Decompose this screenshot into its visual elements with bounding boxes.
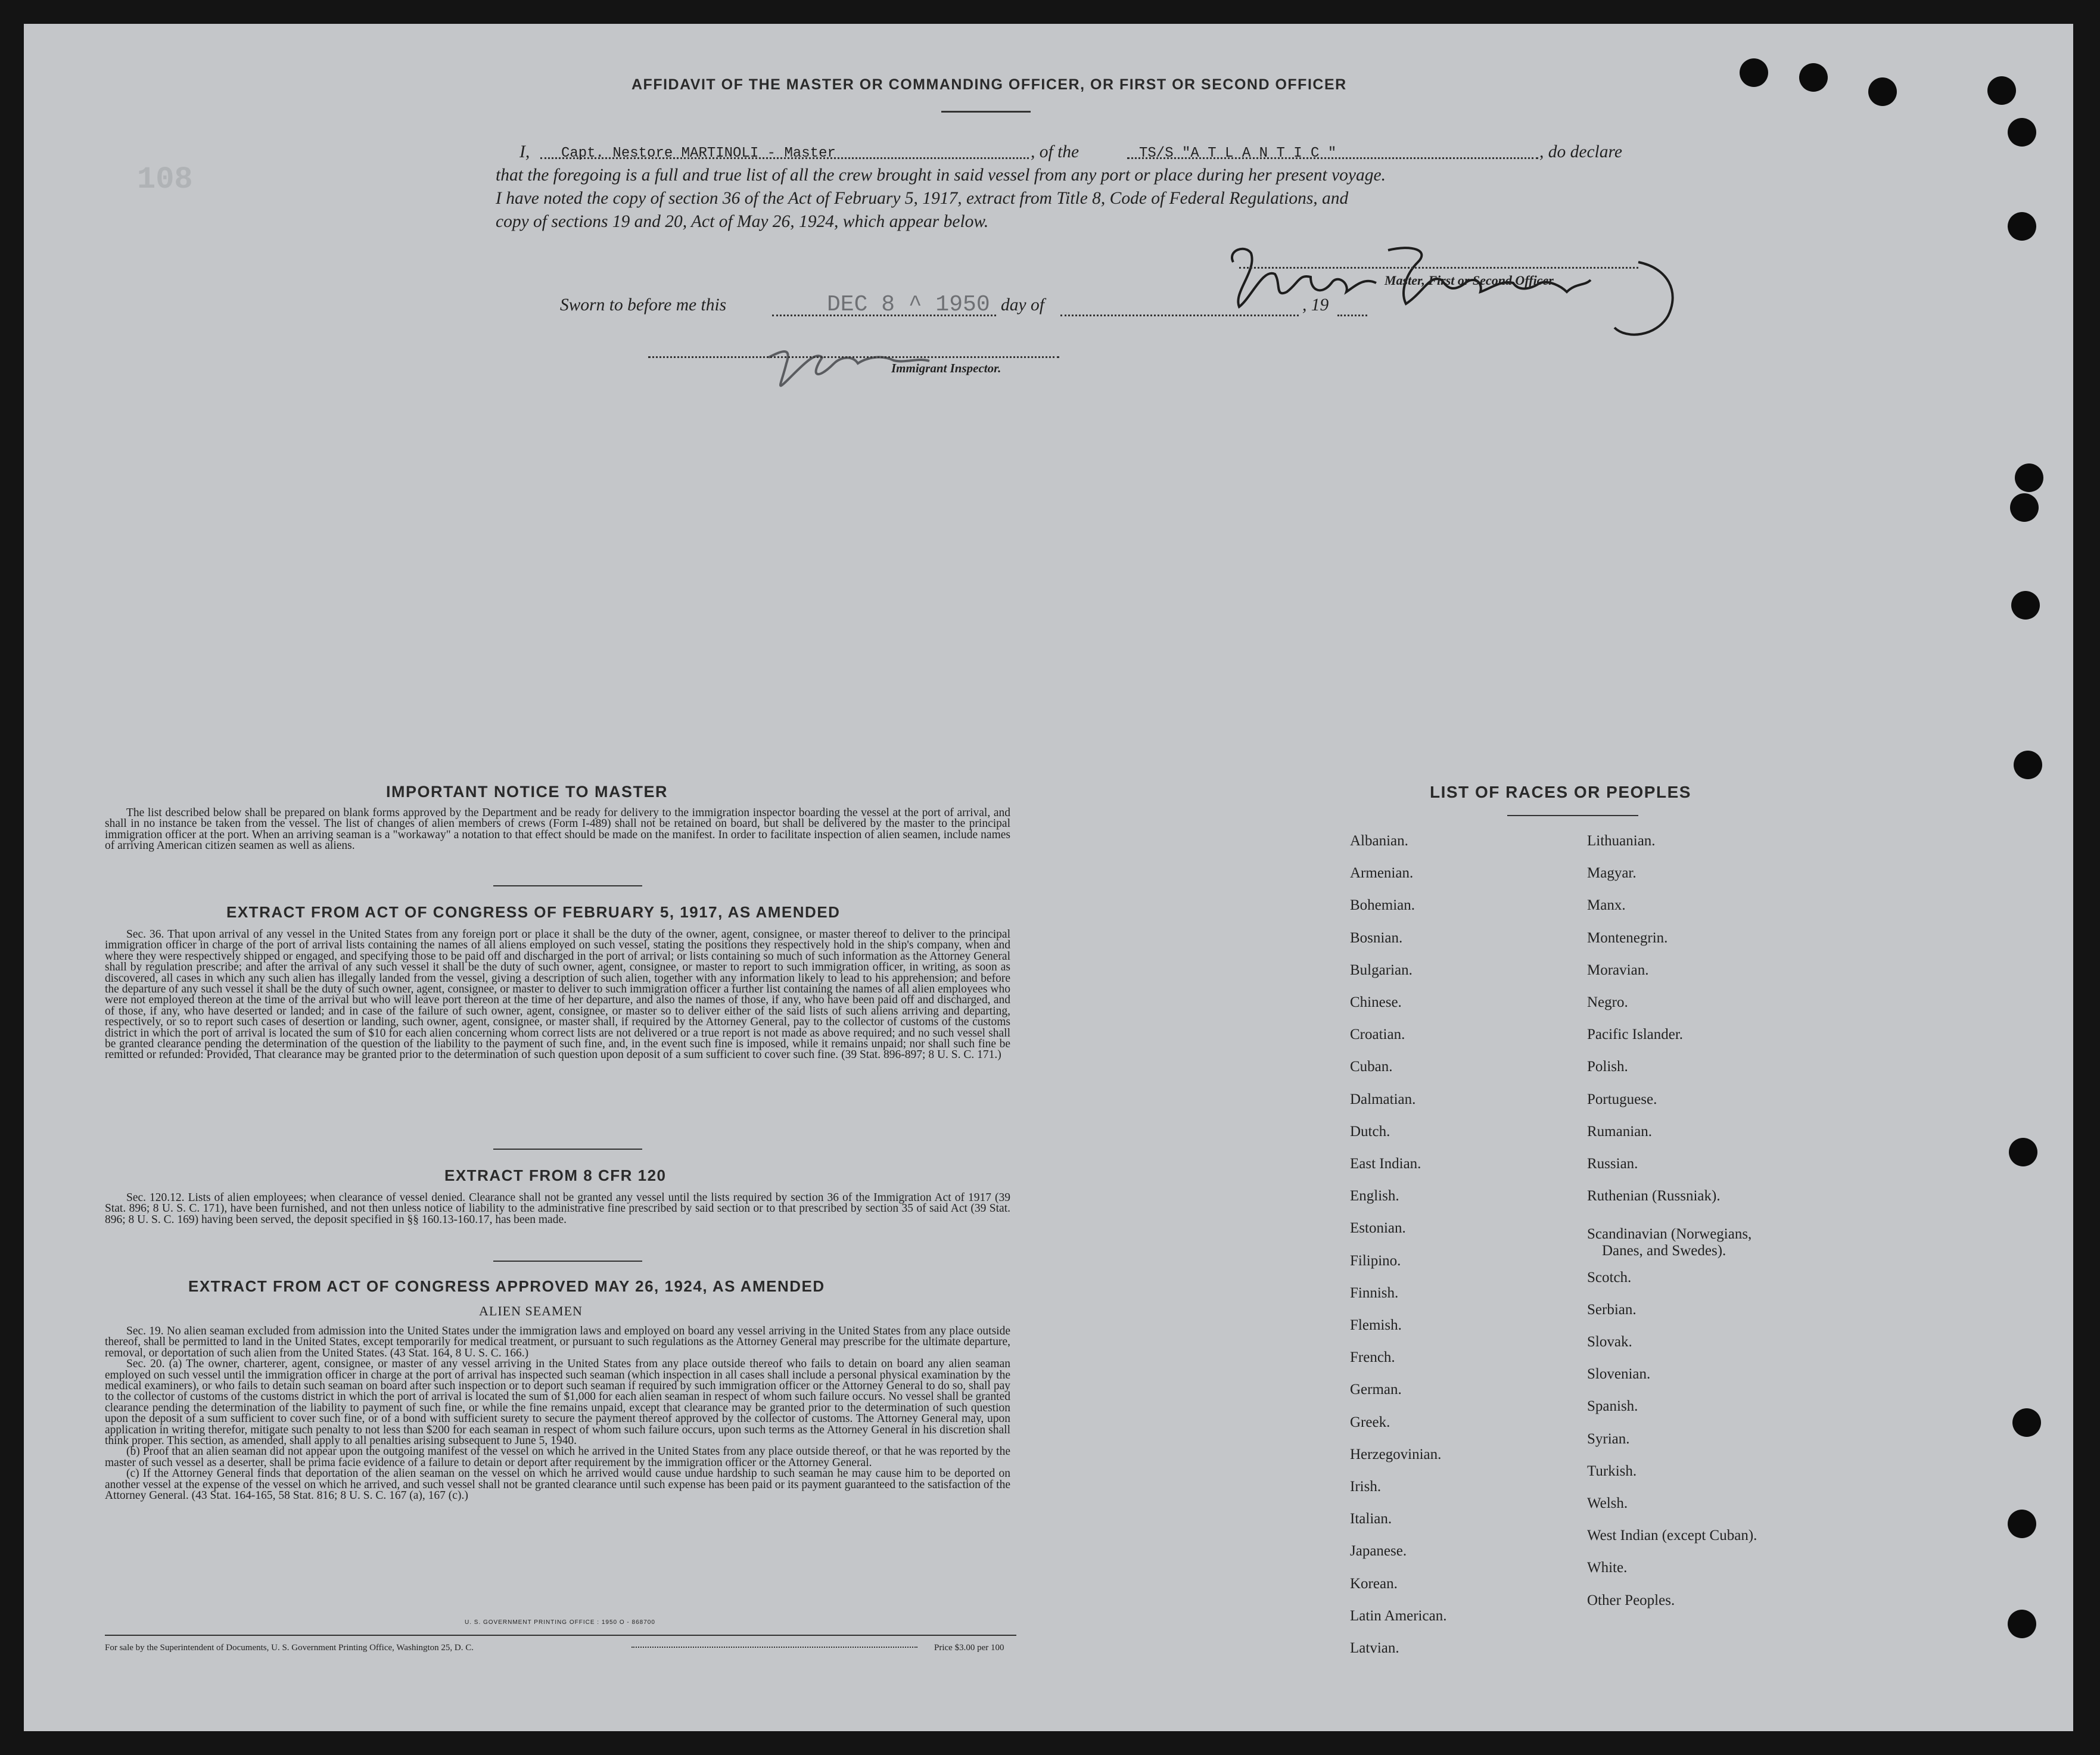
- race-item: Cuban.: [1350, 1059, 1393, 1075]
- race-item: Bosnian.: [1350, 929, 1403, 946]
- section-rule: [493, 1261, 642, 1262]
- race-item: Slovenian.: [1587, 1366, 1651, 1383]
- race-item: Latvian.: [1350, 1640, 1399, 1656]
- race-item: West Indian (except Cuban).: [1587, 1527, 1757, 1544]
- extract-1917-title: EXTRACT FROM ACT OF CONGRESS OF FEBRUARY 5, 1917, AS AMENDED: [226, 903, 841, 921]
- race-item: German.: [1350, 1381, 1402, 1398]
- race-item: Lithuanian.: [1587, 833, 1656, 849]
- race-item: Korean.: [1350, 1575, 1398, 1592]
- race-item: Latin American.: [1350, 1607, 1447, 1624]
- printer-line: U. S. GOVERNMENT PRINTING OFFICE : 1950 O - 868700: [465, 1619, 655, 1626]
- sworn-prefix: Sworn to before me this: [560, 295, 727, 315]
- section-120-paragraph: Sec. 120.12. Lists of alien employees; when clearance of vessel denied. Clearance shall not be granted any vessel until the lists required by section 36 of the Immigration Act of 1917 (39 Stat. 896; 8 U. S. C. 171), have been furnished, and not then unless notice of liability to the administrative fine prescribed by said section or to that prescribed by section 35 of said Act (39 Stat. 896; 8 U. S. C. 169) having been served, the deposit specified in §§ 160.13-160.17, has been made.: [105, 1191, 1010, 1226]
- race-item: Scandinavian (Norwegians, Danes, and Swedes).: [1587, 1226, 1752, 1259]
- race-item: Portuguese.: [1587, 1091, 1657, 1107]
- race-item: Syrian.: [1587, 1430, 1630, 1447]
- race-item: Scotch.: [1587, 1269, 1632, 1286]
- extract-1924-body: [105, 1326, 1010, 1502]
- alien-seamen-subtitle: ALIEN SEAMEN: [479, 1303, 583, 1318]
- master-signature: [1209, 226, 1704, 351]
- race-item: French.: [1350, 1349, 1395, 1366]
- races-title: LIST OF RACES OR PEOPLES: [1430, 783, 1691, 801]
- race-item: Serbian.: [1587, 1301, 1637, 1318]
- race-item: Rumanian.: [1587, 1123, 1653, 1140]
- race-item: Italian.: [1350, 1511, 1392, 1527]
- declaration-text: [496, 141, 1663, 234]
- race-item: Flemish.: [1350, 1317, 1402, 1333]
- punch-hole: [2008, 212, 2036, 241]
- day-of-label: day of: [1001, 295, 1044, 315]
- punch-hole: [2012, 1408, 2041, 1437]
- section-20a-paragraph: Sec. 20. (a) The owner, charterer, agent, consignee, or master of any vessel arriving in the United States from any place outside thereof who fails to detain on board any alien seaman employed on such vessel until the immigration officer in charge at the port of arrival has inspected such seaman (which inspection in all cases shall include a personal physical examination by the medical examiners), or who fails to detain such seaman on board after such inspection or to deport such seaman if required by such immigration officer or the Attorney General to do so, shall pay to the collector of customs of the customs district in which the port of arrival is located the sum of $1,000 for each alien seaman in respect of whom such failure occurs. No vessel shall be granted clearance pending the determination of the liability to payment of such fine, or while the fine remains unpaid, except that clearance may be granted prior to the determination of such question upon the deposit of a sum sufficient to cover such fine, or of a bond with sufficient surety to secure the payment thereof approved by the collector of customs. The Attorney General may, upon application in writing therefor, mitigate such penalty to not less than $200 for each seaman in respect of whom such failure occurs, upon such terms as the Attorney General in his discretion shall think proper. This section, as amended, shall apply to all penalties arising subsequent to June 5, 1940.: [105, 1358, 1010, 1448]
- race-item: Russian.: [1587, 1156, 1638, 1172]
- punch-hole: [2010, 493, 2039, 522]
- punch-hole: [2015, 463, 2043, 492]
- page-number: 108: [137, 162, 193, 197]
- punch-hole: [1740, 58, 1768, 87]
- section-rule: [493, 885, 642, 886]
- race-item: Bulgarian.: [1350, 961, 1413, 978]
- race-item: Turkish.: [1587, 1462, 1637, 1479]
- extract-cfr-body: [105, 1193, 1010, 1225]
- date-stamp: DEC 8 ^ 1950: [827, 292, 990, 318]
- inspector-caption: Immigrant Inspector.: [891, 361, 1001, 375]
- month-field: [1060, 295, 1299, 316]
- declaration-line-4: copy of sections 19 and 20, Act of May 26, 1924, which appear below.: [496, 212, 989, 231]
- race-item: Dalmatian.: [1350, 1091, 1416, 1107]
- sale-notice: For sale by the Superintendent of Documents, U. S. Government Printing Office, Washington 25, D. C.: [105, 1643, 474, 1653]
- notice-paragraph: The list described below shall be prepared on blank forms approved by the Department and be ready for delivery to the immigration inspector boarding the vessel at the port of arrival, and shall in no instance be taken from the vessel. The list of changes of alien members of crews (Form I-489) shall not be retained on board, but shall be delivered by the master to the principal immigration officer at the port. When an arriving seaman is a "workaway" a notation to that effect should be made on the manifest. In order to facilitate inspection of alien seamen, include names of arriving American citizen seamen as well as aliens.: [105, 807, 1010, 852]
- section-20c-paragraph: (c) If the Attorney General finds that deportation of the alien seaman on the vessel on which he arrived would cause undue hardship to such seaman he may cause him to be deported on another vessel at the expense of the vessel on which he arrived, and such vessel shall not be granted clearance until such expense has been paid or its payment guaranteed to the satisfaction of the Attorney General. (43 Stat. 164-165, 58 Stat. 816; 8 U. S. C. 167 (a), 167 (c).): [105, 1467, 1010, 1502]
- punch-hole: [2008, 118, 2036, 147]
- punch-hole: [2008, 1510, 2036, 1538]
- race-item: Magyar.: [1587, 865, 1637, 882]
- race-item: Irish.: [1350, 1479, 1382, 1495]
- race-item: White.: [1587, 1560, 1628, 1576]
- race-item: Montenegrin.: [1587, 929, 1668, 946]
- master-caption: Master, First or Second Officer: [1385, 273, 1554, 288]
- section-20b-paragraph: (b) Proof that an alien seaman did not appear upon the outgoing manifest of the vessel on which he arrived in the United States from any place outside thereof, or that he was reported by the master of such vessel as a deserter, shall be prima facie evidence of a failure to detain or deport after requirement by the immigration officer or the Attorney General.: [105, 1445, 1010, 1469]
- race-item: Albanian.: [1350, 833, 1408, 849]
- footer-rule: [105, 1635, 1016, 1636]
- race-item: Spanish.: [1587, 1398, 1638, 1415]
- punch-hole: [2011, 591, 2040, 620]
- declarant-prefix: I,: [519, 142, 530, 161]
- extract-1924-title: EXTRACT FROM ACT OF CONGRESS APPROVED MAY 26, 1924, AS AMENDED: [188, 1277, 825, 1295]
- race-item: Manx.: [1587, 897, 1626, 914]
- race-item: Slovak.: [1587, 1334, 1632, 1350]
- punch-hole: [1987, 76, 2016, 105]
- race-item: Ruthenian (Russniak).: [1587, 1188, 1721, 1205]
- punch-hole: [2014, 751, 2042, 779]
- punch-hole: [1799, 63, 1828, 92]
- title-rule: [941, 111, 1031, 113]
- footer-leader: [631, 1647, 917, 1648]
- notice-title: IMPORTANT NOTICE TO MASTER: [386, 783, 668, 801]
- affidavit-title: AFFIDAVIT OF THE MASTER OR COMMANDING OFFICER, OR FIRST OR SECOND OFFICER: [631, 76, 1347, 93]
- year-label: , 19: [1302, 295, 1329, 315]
- declare-label: , do declare: [1539, 142, 1622, 161]
- race-item: Pacific Islander.: [1587, 1026, 1684, 1043]
- inspector-signature: [739, 322, 977, 399]
- extract-1917-body: [105, 929, 1010, 1061]
- inspector-line: [648, 356, 1059, 358]
- race-item: Polish.: [1587, 1059, 1628, 1075]
- document-page: [24, 24, 2073, 1731]
- section-36-paragraph: Sec. 36. That upon arrival of any vessel in the United States from any foreign port or place it shall be the duty of the owner, agent, consignee, or master thereof to deliver to the principal immigration officer in charge of the port of arrival lists containing the names of all aliens employed on such vessel, stating the positions they respectively hold in the ship's company, when and where they were respectively shipped or engaged, and specifying those to be paid off and discharged in the port of arrival; or lists containing so much of such information as the Attorney General shall by regulation prescribe; and after the arrival of any such vessel it shall be the duty of such owner, agent, consignee, or master to report to such immigration officer, in writing, as soon as discovered, all cases in which any such alien has illegally landed from the vessel, giving a description of such alien, together with any information likely to lead to his apprehension; and before the departure of any such vessel it shall be the duty of such owner, agent, consignee, or master to deliver to such immigration officer a further list containing the names of all alien employees who were not employed thereon at the time of the arrival but who will leave port thereon at the time of her departure, and also the names of those, if any, who have been paid off and discharged, and of those, if any, who have deserted or landed; and in case of the failure of such owner, agent, consignee, or master so to deliver either of the said lists of such aliens arriving and departing, respectively, or so to report such cases of desertion or landing, such owner, agent, consignee, or master shall, if required by the Attorney General, pay to the collector of customs of the customs district in which the port of arrival is located the sum of $10 for each alien concerning whom correct lists are not delivered or a true report is not made as above required; and no such vessel shall be granted clearance pending the determination of the question of the liability to the payment of such fine, and, in the event such fine is imposed, while it remains unpaid; nor shall such fine be remitted or refunded: Provided, That clearance may be granted prior to the determination of such question upon deposit of a sum sufficient to cover such fine. (39 Stat. 896-897; 8 U. S. C. 171.): [105, 928, 1010, 1062]
- signature-line: [1239, 267, 1638, 269]
- race-item: Chinese.: [1350, 994, 1402, 1010]
- race-item: Japanese.: [1350, 1543, 1407, 1560]
- declaration-line-3: I have noted the copy of section 36 of the Act of February 5, 1917, extract from Title 8, Code of Federal Regulations, and: [496, 189, 1349, 208]
- section-19-paragraph: Sec. 19. No alien seaman excluded from admission into the United States under the immigration laws and employed on board any vessel arriving in the United States from any place outside thereof, shall be permitted to land in the United States, except temporarily for medical treatment, or pursuant to such regulations as the Attorney General may prescribe for the ultimate departure, removal, or deportation of such alien from the United States. (43 Stat. 164, 8 U. S. C. 166.): [105, 1325, 1010, 1359]
- race-item: English.: [1350, 1188, 1399, 1205]
- year-field: [1337, 295, 1367, 316]
- race-item: East Indian.: [1350, 1156, 1421, 1172]
- section-rule: [493, 1149, 642, 1150]
- punch-hole: [2009, 1138, 2037, 1166]
- notice-body: [105, 808, 1010, 852]
- race-item: Moravian.: [1587, 961, 1649, 978]
- race-item: Negro.: [1587, 994, 1628, 1010]
- race-item: Herzegovinian.: [1350, 1446, 1442, 1462]
- race-item: Croatian.: [1350, 1026, 1405, 1043]
- race-item: Bohemian.: [1350, 897, 1415, 914]
- race-item: Estonian.: [1350, 1220, 1406, 1237]
- punch-hole: [1868, 77, 1897, 106]
- extract-cfr-title: EXTRACT FROM 8 CFR 120: [444, 1166, 667, 1184]
- race-item: Filipino.: [1350, 1252, 1401, 1269]
- race-item: Armenian.: [1350, 865, 1414, 882]
- price-label: Price $3.00 per 100: [934, 1643, 1004, 1653]
- vessel-name-value: TS/S "A T L A N T I C ": [1139, 145, 1337, 161]
- master-name-value: Capt. Nestore MARTINOLI - Master: [561, 145, 836, 161]
- race-item: Other Peoples.: [1587, 1592, 1675, 1608]
- punch-hole: [2008, 1610, 2036, 1638]
- race-item: Welsh.: [1587, 1495, 1628, 1511]
- race-item: Dutch.: [1350, 1123, 1390, 1140]
- declaration-line-2: that the foregoing is a full and true list of all the crew brought in said vessel from any port or place during her present voyage.: [496, 166, 1386, 185]
- race-item: Finnish.: [1350, 1284, 1399, 1301]
- races-title-rule: [1507, 815, 1638, 816]
- of-the-label: , of the: [1031, 142, 1079, 161]
- race-item: Greek.: [1350, 1414, 1390, 1430]
